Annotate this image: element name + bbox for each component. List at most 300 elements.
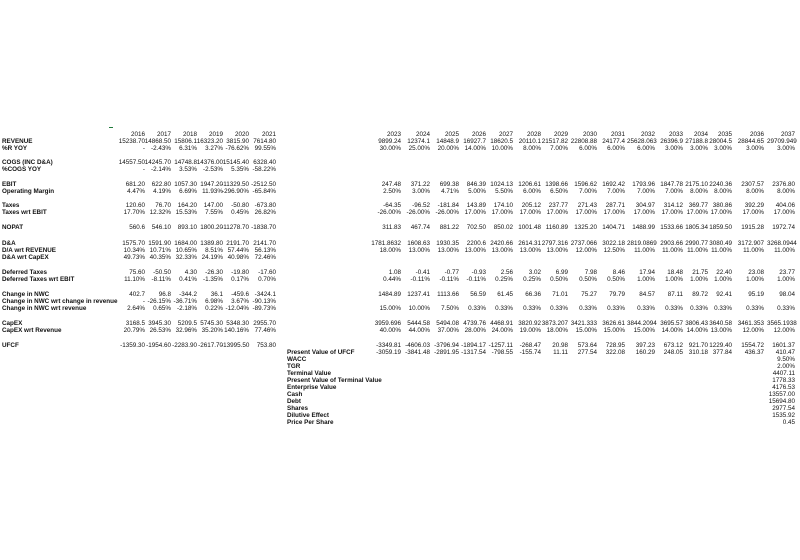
proj-value: -0.41 [415,269,430,276]
pv-ufcf-value: 436.37 [744,349,764,356]
proj-value: 8.00% [690,188,708,195]
proj-value: -0.11% [439,276,459,283]
year-header: 2024 [415,131,430,138]
hist-value: 2955.70 [253,320,276,327]
hist-value: 75.60 [129,269,145,276]
proj-value: 1533.66 [660,224,683,231]
pv-ufcf-value: 310.18 [688,349,708,356]
year-header: 2019 [208,131,223,138]
hist-value: 20.79% [123,327,145,334]
proj-value: 3.00% [746,145,764,152]
proj-value: 66.36 [525,291,541,298]
hist-value: 26.53% [149,327,171,334]
row-label: D&A [2,240,16,247]
proj-value: -64.35 [383,202,401,209]
proj-value: 84.57 [639,291,655,298]
hist-value: 16323.20 [196,138,223,145]
proj-value: 14848.9 [436,138,459,145]
hist-value: 6328.40 [253,159,276,166]
proj-value: 13.00% [546,247,568,254]
hist-value: 3.53% [179,166,197,173]
year-header: 2020 [234,131,249,138]
hist-value: 35.20% [201,327,223,334]
proj-value: 6.00% [523,188,541,195]
row-label: %R YOY [2,145,28,152]
hist-value: 40.98% [227,254,249,261]
proj-value: 881.22 [439,224,459,231]
summary-value: 9.50% [777,356,795,363]
summary-value: 1778.33 [772,377,795,384]
summary-label: Present Value of Terminal Value [287,377,382,384]
hist-value: -2.53% [203,166,223,173]
proj-value: 0.50% [550,276,568,283]
proj-value: 11.00% [634,247,655,254]
summary-label: TGR [287,363,301,370]
proj-value: 2614.31 [518,240,541,247]
hist-value: 6.98% [205,298,223,305]
hist-value: - [142,145,145,152]
summary-value: 4176.53 [772,384,795,391]
row-label: REVENUE [2,138,33,145]
proj-value: 8.00% [523,145,541,152]
year-header: 2021 [261,131,276,138]
proj-value: 13.00% [437,247,459,254]
hist-value: 1947.20 [200,181,223,188]
hist-value: 0.70% [258,276,276,283]
proj-value: 15.00% [633,327,655,334]
proj-value: 397.23 [635,342,655,349]
year-header: 2034 [693,131,708,138]
row-label: CapEX wrt Revenue [2,327,62,334]
proj-value: 1024.13 [490,181,513,188]
proj-value: 1488.99 [632,224,655,231]
hist-value: 1591.90 [148,240,171,247]
proj-value: 6.00% [637,145,655,152]
proj-value: 13.00% [519,247,541,254]
proj-value: 3565.1938 [767,320,797,327]
hist-value: 32.96% [175,327,197,334]
proj-value: 1601.37 [772,342,795,349]
proj-value: 17.00% [491,209,513,216]
hist-value: 10.65% [175,247,197,254]
proj-value: 3268.0944 [767,240,797,247]
proj-value: 3.00% [777,145,795,152]
hist-value: 15238.70 [118,138,145,145]
proj-value: 13.00% [408,247,430,254]
pv-ufcf-value: 322.08 [605,349,625,356]
hist-value: 32.33% [175,254,197,261]
proj-value: 7.00% [579,188,597,195]
proj-value: 2797.316 [541,240,568,247]
hist-value: -2.43% [151,145,171,152]
pv-ufcf-value: -3841.48 [405,349,430,356]
hist-value: -296.90% [222,188,249,195]
hist-value: -673.80 [254,202,276,209]
proj-value: 13.00% [464,247,486,254]
year-header: 2026 [471,131,486,138]
hist-value: 17.70% [123,209,145,216]
proj-value: 4.71% [441,188,459,195]
proj-value: 3022.18 [602,240,625,247]
proj-value: 25.00% [408,145,430,152]
year-header: 2037 [780,131,795,138]
proj-value: 1001.48 [518,224,541,231]
proj-value: 3844.2094 [627,320,657,327]
proj-value: 2175.10 [685,181,708,188]
proj-value: 28004.5 [709,138,732,145]
proj-value: 13.00% [491,247,513,254]
hist-value: 2.64% [127,305,145,312]
proj-value: 17.00% [661,209,683,216]
proj-value: 20.98 [552,342,568,349]
pv-ufcf-value: 248.05 [663,349,683,356]
row-label: Taxes [2,202,20,209]
year-header: 2016 [130,131,145,138]
proj-value: 8.00% [746,188,764,195]
proj-value: 15.00% [379,305,401,312]
hist-value: -344.2 [179,291,197,298]
proj-value: 17.94 [639,269,655,276]
proj-value: -3796.94 [434,342,459,349]
proj-value: 6.00% [579,145,597,152]
hist-value: 140.16% [224,327,249,334]
proj-value: 2990.77 [685,240,708,247]
proj-value: 247.48 [381,181,401,188]
proj-value: 0.33% [523,305,541,312]
summary-value: 2.00% [777,363,795,370]
proj-value: 20110.1 [518,138,541,145]
hist-value: 5209.5 [177,320,197,327]
proj-value: 14.00% [661,327,683,334]
proj-value: 1325.20 [574,224,597,231]
proj-value: 10.00% [491,145,513,152]
hist-value: 14868.50 [144,138,171,145]
proj-value: 3080.49 [709,240,732,247]
hist-value: -459.6 [231,291,249,298]
proj-value: 23.08 [748,269,764,276]
active-cell-marker [109,127,113,128]
hist-value: - [142,166,145,173]
proj-value: 1404.71 [602,224,625,231]
hist-value: 0.17% [231,276,249,283]
hist-value: 1800.20 [200,224,223,231]
proj-value: 26396.9 [660,138,683,145]
proj-value: 921.70 [688,342,708,349]
proj-value: -1894.17 [461,342,486,349]
hist-value: 6.69% [179,188,197,195]
proj-value: 1.00% [690,276,708,283]
proj-value: 846.39 [466,181,486,188]
proj-value: 5444.58 [407,320,430,327]
proj-value: 271.43 [577,202,597,209]
proj-value: 0.33% [665,305,683,312]
proj-value: 0.33% [746,305,764,312]
proj-value: 3626.61 [602,320,625,327]
hist-value: 14748.8 [174,159,197,166]
proj-value: 37.00% [437,327,459,334]
proj-value: 17.00% [773,209,795,216]
hist-value: 57.44% [227,247,249,254]
proj-value: 1237.41 [407,291,430,298]
hist-value: -36.71% [173,298,197,305]
proj-value: -96.52 [412,202,430,209]
proj-value: 79.79 [609,291,625,298]
pv-ufcf-value: 160.29 [635,349,655,356]
hist-value: 5348.30 [226,320,249,327]
proj-value: 2420.66 [490,240,513,247]
year-header: 2018 [182,131,197,138]
year-header: 2030 [582,131,597,138]
hist-value: 5745.30 [200,320,223,327]
proj-value: 3.00% [714,145,732,152]
proj-value: 28844.65 [737,138,764,145]
proj-value: 1.08 [388,269,401,276]
hist-value: 3815.90 [226,138,249,145]
proj-value: 3640.58 [709,320,732,327]
hist-value: 4.47% [127,188,145,195]
proj-value: 0.25% [495,276,513,283]
proj-value: 14.00% [464,145,486,152]
summary-value: 15694.80 [768,398,795,405]
proj-value: 17.00% [710,209,732,216]
row-label: CapEX [2,320,23,327]
hist-value: -1.35% [203,276,223,283]
proj-value: -4606.03 [405,342,430,349]
proj-value: 1930.35 [436,240,459,247]
summary-label: Price Per Share [287,419,334,426]
hist-value: -50.50 [153,269,171,276]
hist-value: 76.70 [155,202,171,209]
hist-value: 7614.80 [253,138,276,145]
proj-value: 24.00% [491,327,513,334]
hist-value: 4.30 [184,269,197,276]
hist-value: 14557.50 [118,159,145,166]
proj-value: -0.77 [444,269,459,276]
proj-value: 24177.4 [602,138,625,145]
proj-value: 1484.89 [378,291,401,298]
proj-value: 7.98 [584,269,597,276]
hist-value: 40.35% [149,254,171,261]
summary-value: 2977.54 [772,405,795,412]
hist-value: 3945.30 [148,320,171,327]
proj-value: 1.00% [746,276,764,283]
proj-value: 702.50 [466,224,486,231]
hist-value: -19.80 [231,269,249,276]
proj-value: 12.00% [742,327,764,334]
pv-ufcf-value: -798.55 [491,349,513,356]
proj-value: 1692.42 [602,181,625,188]
proj-value: 0.50% [579,276,597,283]
pv-ufcf-value: -3059.19 [376,349,401,356]
pv-ufcf-value: -155.74 [519,349,541,356]
hist-value: 12.32% [149,209,171,216]
summary-value: 13557.00 [768,391,795,398]
hist-value: 622.80 [151,181,171,188]
hist-value: 753.80 [256,342,276,349]
proj-value: 17.00% [742,209,764,216]
proj-value: 369.77 [688,202,708,209]
hist-value: 1389.80 [200,240,223,247]
proj-value: 3.02 [528,269,541,276]
proj-value: 17.00% [603,209,625,216]
proj-value: 2.50% [383,188,401,195]
hist-value: 893.10 [177,224,197,231]
proj-value: 380.86 [712,202,732,209]
proj-value: 11.00% [743,247,764,254]
proj-value: 20.00% [437,145,459,152]
proj-value: 21517.82 [541,138,568,145]
proj-value: 3.00% [690,145,708,152]
proj-value: 7.00% [607,188,625,195]
proj-value: 205.12 [521,202,541,209]
proj-value: 15.00% [575,327,597,334]
row-label: EBIT [2,181,17,188]
proj-value: 287.71 [605,202,625,209]
proj-value: 2376.80 [772,181,795,188]
hist-value: 0.22% [205,305,223,312]
proj-value: 11.00% [711,247,732,254]
year-header: 2029 [553,131,568,138]
proj-value: 71.01 [552,291,568,298]
proj-value: 8.00% [777,188,795,195]
proj-value: 17.00% [575,209,597,216]
proj-value: 11.00% [774,247,795,254]
proj-value: 9899.24 [378,138,401,145]
year-header: 2027 [498,131,513,138]
proj-value: 22.40 [716,269,732,276]
proj-value: 1805.34 [685,224,708,231]
proj-value: 25628.063 [627,138,657,145]
proj-value: 14.00% [686,327,708,334]
proj-value: 314.12 [663,202,683,209]
summary-label: Enterprise Value [287,384,337,391]
proj-value: 3.00% [412,188,430,195]
hist-value: 2141.70 [253,240,276,247]
row-label: Change in NWC wrt revenue [2,305,87,312]
proj-value: 17.00% [519,209,541,216]
hist-value: 120.60 [125,202,145,209]
hist-value: -11278.70 [221,224,249,231]
hist-value: 96.8 [158,291,171,298]
hist-value: 6.31% [179,145,197,152]
year-header: 2032 [640,131,655,138]
proj-value: 0.33% [579,305,597,312]
proj-value: 3172.907 [737,240,764,247]
proj-value: 17.00% [546,209,568,216]
row-label: Taxes wrt EBIT [2,209,47,216]
proj-value: 16927.7 [463,138,486,145]
pv-ufcf-label: Present Value of UFCF [287,349,355,356]
summary-label: Cash [287,391,303,398]
proj-value: 56.59 [470,291,486,298]
hist-value: 3.67% [231,298,249,305]
hist-value: 7.55% [205,209,223,216]
proj-value: 3806.43 [685,320,708,327]
proj-value: 143.89 [466,202,486,209]
proj-value: 87.11 [667,291,683,298]
proj-value: 75.27 [581,291,597,298]
proj-value: 0.44% [383,276,401,283]
proj-value: 23.77 [779,269,795,276]
proj-value: 0.33% [607,305,625,312]
proj-value: 2307.57 [741,181,764,188]
proj-value: 0.33% [468,305,486,312]
proj-value: 18.48 [667,269,683,276]
summary-label: Shares [287,405,309,412]
summary-label: Terminal Value [287,370,331,377]
year-header: 2017 [156,131,171,138]
hist-value: 56.13% [254,247,276,254]
proj-value: 0.50% [607,276,625,283]
hist-value: -90.13% [252,298,276,305]
hist-value: 10.71% [149,247,171,254]
proj-value: 8.00% [714,188,732,195]
proj-value: -0.11% [410,276,430,283]
proj-value: 4468.91 [490,320,513,327]
hist-value: 164.20 [177,202,197,209]
row-label: D&A wrt CapEX [2,254,49,261]
summary-value: 1535.92 [772,412,795,419]
proj-value: -0.93 [471,269,486,276]
proj-value: 17.00% [464,209,486,216]
proj-value: 5494.08 [436,320,459,327]
proj-value: 30.00% [379,145,401,152]
proj-value: 0.33% [637,305,655,312]
proj-value: -3349.81 [376,342,401,349]
proj-value: 19.00% [519,327,541,334]
hist-value: 1057.30 [174,181,197,188]
hist-value: 11.10% [124,276,145,283]
proj-value: 0.33% [777,305,795,312]
proj-value: 850.02 [493,224,513,231]
proj-value: 29709.949 [767,138,797,145]
proj-value: 1793.96 [632,181,655,188]
proj-value: 5.00% [468,188,486,195]
proj-value: 174.10 [493,202,513,209]
hist-value: 1684.00 [174,240,197,247]
hist-value: 546.10 [151,224,171,231]
proj-value: 44.00% [408,327,430,334]
proj-value: 304.97 [635,202,655,209]
summary-label: WACC [287,356,307,363]
proj-value: 18.00% [379,247,401,254]
proj-value: 11.00% [687,247,708,254]
proj-value: 1596.62 [574,181,597,188]
proj-value: 61.45 [497,291,513,298]
pv-ufcf-value: -2891.95 [434,349,459,356]
proj-value: 2200.6 [466,240,486,247]
summary-label: Debt [287,398,301,405]
hist-value: 4.19% [153,188,171,195]
proj-value: 392.29 [744,202,764,209]
proj-value: 1206.61 [518,181,541,188]
year-header: 2036 [749,131,764,138]
proj-value: 18620.5 [490,138,513,145]
proj-value: 7.00% [550,145,568,152]
hist-value: -89.73% [252,305,276,312]
row-label: Operating Margin [2,188,55,195]
proj-value: 12374.1 [407,138,430,145]
hist-value: -3424.1 [254,291,276,298]
hist-value: 26.82% [254,209,276,216]
proj-value: -181.84 [437,202,459,209]
summary-value: 4407.11 [772,370,795,377]
proj-value: 22808.88 [570,138,597,145]
year-header: 2025 [444,131,459,138]
hist-value: -12.04% [225,305,249,312]
proj-value: 1847.78 [660,181,683,188]
hist-value: -2512.50 [251,181,276,188]
